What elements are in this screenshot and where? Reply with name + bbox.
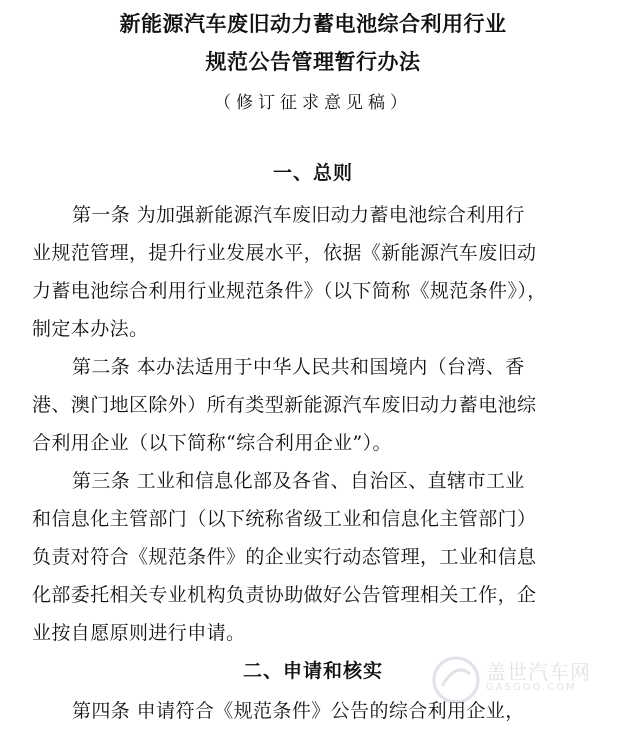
watermark-subtext: GASGOO.COM [486,682,577,693]
article-1-line: 业规范管理，提升行业发展水平，依据《新能源汽车废旧动 [32,242,537,264]
watermark-logo-icon [428,652,484,708]
article-4-line: 第四条 申请符合《规范条件》公告的综合利用企业， [72,700,525,722]
article-2-line: 港、澳门地区除外）所有类型新能源汽车废旧动力蓄电池综 [32,394,537,416]
article-3-line: 业按自愿原则进行申请。 [32,622,246,644]
document-title-line-2: 规范公告管理暂行办法 [205,50,421,74]
article-3-line: 第三条 工业和信息化部及各省、自治区、直辖市工业 [72,470,525,492]
article-2-line: 第二条 本办法适用于中华人民共和国境内（台湾、香 [72,356,525,378]
article-1-line: 制定本办法。 [32,318,149,340]
article-2-line: 合利用企业（以下简称“综合利用企业”）。 [32,432,392,454]
document-title-line-1: 新能源汽车废旧动力蓄电池综合利用行业 [119,12,507,36]
watermark [428,652,608,710]
section-heading-general: 一、总则 [272,162,353,184]
section-heading-application: 二、申请和核实 [242,660,383,682]
article-1-line: 第一条 为加强新能源汽车废旧动力蓄电池综合利用行 [72,204,525,226]
article-3-line: 和信息化主管部门（以下统称省级工业和信息化主管部门） [32,508,537,530]
watermark-text: 盖世汽车网 [486,660,591,684]
article-3-line: 化部委托相关专业机构负责协助做好公告管理相关工作，企 [32,584,537,606]
article-3-line: 负责对符合《规范条件》的企业实行动态管理，工业和信息 [32,546,537,568]
document-subtitle: （修订征求意见稿） [214,93,412,113]
article-1-line: 力蓄电池综合利用行业规范条件》（以下简称《规范条件》）， [32,280,547,302]
